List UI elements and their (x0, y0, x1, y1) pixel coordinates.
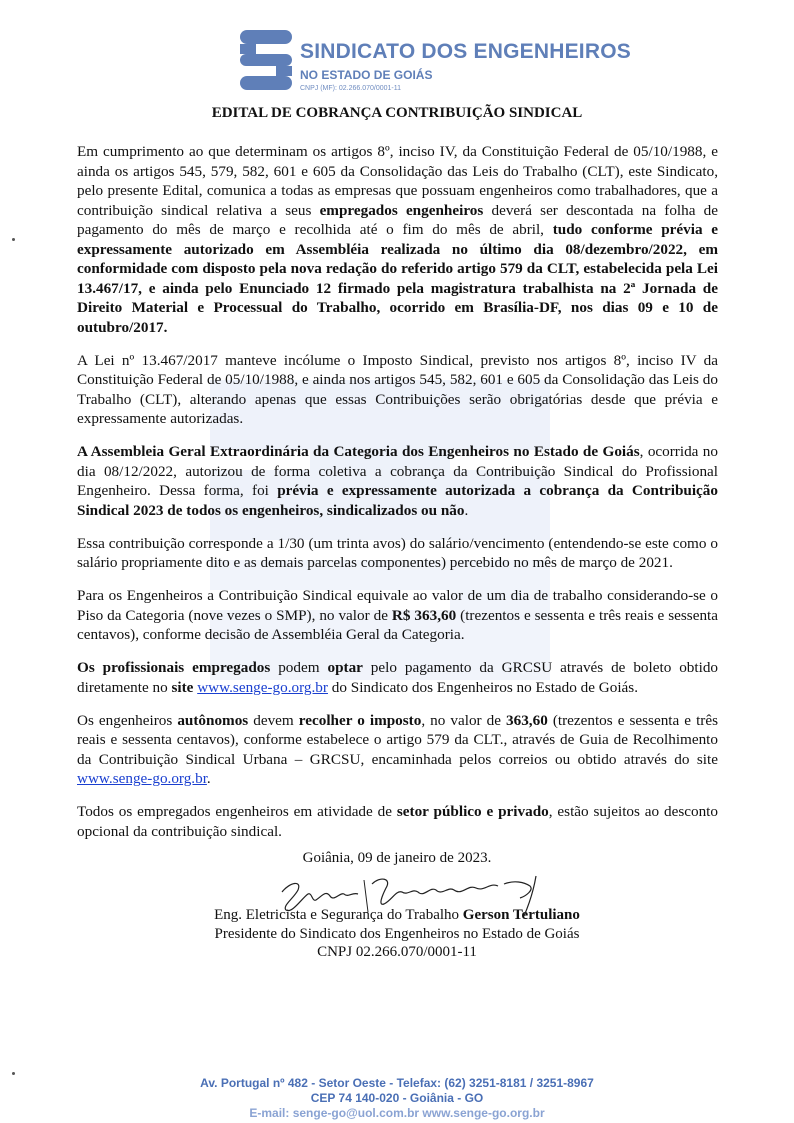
scan-speck (12, 238, 15, 241)
paragraph-6: Os profissionais empregados podem optar pelo pagamento da GRCSU através de boleto obtido diretamente no site www.senge-go.org.br do Sindicato dos Engenheiros no Estado de Goiás. (77, 659, 719, 696)
org-name: SINDICATO DOS ENGENHEIROS (300, 40, 631, 63)
paragraph-5: Para os Engenheiros a Contribuição Sindical equivale ao valor de um dia de trabalho considerando-se o Piso da Categoria (nove vezes o SMP), no valor de R$ 363,60 (trezentos e sessenta e três reais e sessenta centavos), conforme decisão de Assembléia Geral da Categoria. (77, 587, 719, 643)
paragraph-4: Essa contribuição corresponde a 1/30 (um trinta avos) do salário/vencimento (entendendo-se este como o salário propriamente dito e as demais parcelas componentes) percebido no mês de março de 2021. (77, 534, 718, 571)
paragraph-8: Todos os empregados engenheiros em atividade de setor público e privado, estão sujeitos ao desconto opcional da contribuição sindical. (77, 803, 718, 840)
document-body (77, 142, 718, 855)
document-date: Goiânia, 09 de janeiro de 2023. (302, 850, 492, 866)
paragraph-2: A Lei nº 13.467/2017 manteve incólume o Imposto Sindical, previsto nos artigos 8º, inciso IV da Constituição Federal de 05/10/1988, e ainda nos artigos 545, 582, 601 e 605 da Consolidação das Leis do Trabalho (CLT), alterando apenas que essas Contribuições serão obrigatórias desde que prévia e expressamente autorizadas. (77, 351, 718, 427)
website-link[interactable]: www.senge-go.org.br (197, 678, 328, 696)
footer-address (0, 1076, 794, 1123)
paragraph-3: A Assembleia Geral Extraordinária da Categoria dos Engenheiros no Estado de Goiás, ocorrida no dia 08/12/2022, autorizou de forma coletiva a cobrança da Contribuição Sindical do Profissional Engenheiro. Dessa forma, foi prévia e expressamente autorizada a cobrança da Contribuição Sindical 2023 de todos os engenheiros, sindicalizados ou não. (77, 443, 718, 519)
letterhead (238, 26, 631, 100)
signatory-name: Gerson Tertuliano (462, 907, 580, 923)
signatory-role-line: Eng. Eletricista e Segurança do Trabalho Gerson Tertuliano (214, 907, 580, 923)
signatory-position: Presidente do Sindicato dos Engenheiros no Estado de Goiás (214, 925, 580, 942)
org-cnpj: CNPJ (MF): 02.266.070/0001-11 (300, 85, 402, 92)
handwritten-signature (268, 862, 558, 922)
union-logo-icon (238, 28, 300, 92)
footer-line-1: Av. Portugal nº 482 - Setor Oeste - Telefax: (62) 3251-8181 / 3251-8967 (200, 1076, 594, 1090)
org-subtitle: NO ESTADO DE GOIÁS (300, 68, 433, 82)
scan-speck (12, 1072, 15, 1075)
document-title: EDITAL DE COBRANÇA CONTRIBUIÇÃO SINDICAL (211, 105, 583, 121)
website-link[interactable]: www.senge-go.org.br (77, 770, 207, 787)
footer-line-2: CEP 74 140-020 - Goiânia - GO (310, 1091, 484, 1105)
footer-line-3: E-mail: senge-go@uol.com.br www.senge-go.org.br (249, 1106, 545, 1120)
signatory-cnpj: CNPJ 02.266.070/0001-11 (317, 944, 477, 960)
paragraph-1: Em cumprimento ao que determinam os artigos 8º, inciso IV, da Constituição Federal de 05/10/1988, e ainda os artigos 545, 579, 582, 601 e 605 da Consolidação das Leis do Trabalho (CLT), este Sindicato, pelo presente Edital, comunica a todas as empresas que possuam engenheiros como trabalhadores, que a contribuição sindical relativa a seus empregados engenheiros deverá ser descontada na folha de pagamento do mês de março e recolhida até o fim do mês de abril, tudo conforme prévia e expressamente autorizado em Assembléia realizada no último dia 08/dezembro/2022, em conformidade com disposto pela nova redação do referido artigo 579 da CLT, estabelecida pela Lei 13.467/17, e ainda pelo Enunciado 12 firmado pela magistratura trabalhista na 2ª Jornada de Direito Material e Processual do Trabalho, ocorrido em Brasília-DF, nos dias 09 e 10 de outubro/2017. (77, 143, 719, 336)
paragraph-7: Os engenheiros autônomos devem recolher o imposto, no valor de 363,60 (trezentos e sessenta e três reais e sessenta centavos), conforme estabelece o artigo 579 da CLT., através de Guia de Recolhimento da Contribuição Sindical Urbana – GRCSU, encaminhada pelos correios ou obtido através do site www.senge-go.org.br. (77, 711, 719, 787)
